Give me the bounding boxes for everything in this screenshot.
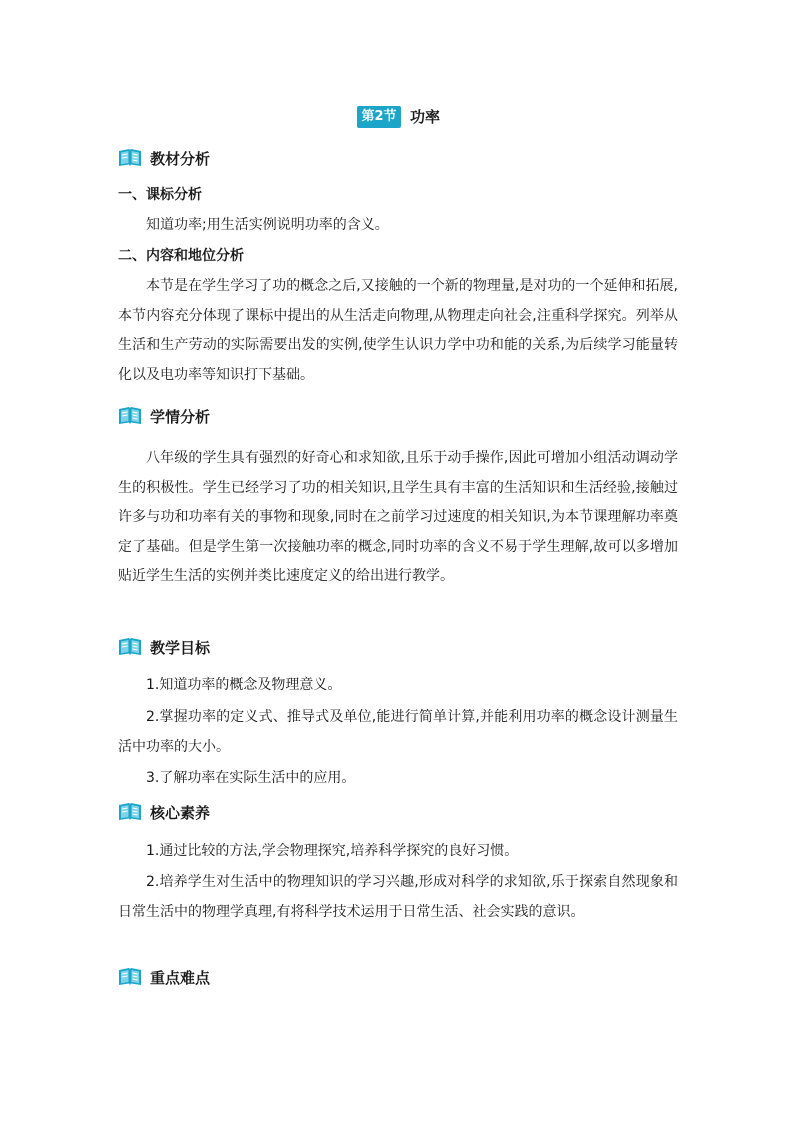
book-icon <box>118 967 142 987</box>
goal-item-2: 2.掌握功率的定义式、推导式及单位,能进行简单计算,并能利用功率的概念设计测量生活中功率的大小。 <box>118 709 678 755</box>
heading-label: 核心素养 <box>150 804 211 822</box>
competency-item-1: 1.通过比较的方法,学会物理探究,培养科学探究的良好习惯。 <box>146 843 519 859</box>
book-icon <box>118 802 142 822</box>
subheading-curriculum-analysis: 一、课标分析 <box>118 187 202 203</box>
heading-label: 学情分析 <box>150 408 211 426</box>
heading-label: 重点难点 <box>150 969 211 987</box>
competency-item-2: 2.培养学生对生活中的物理知识的学习兴趣,形成对科学的求知欲,乐于探索自然现象和日常生活中的物理学真理,有将科学技术运用于日常生活、社会实践的意识。 <box>118 874 678 920</box>
book-icon <box>118 406 142 426</box>
goal-item-1: 1.知道功率的概念及物理意义。 <box>146 677 342 693</box>
subheading-content-position: 二、内容和地位分析 <box>118 248 244 264</box>
book-icon <box>118 637 142 657</box>
paragraph-student-analysis: 八年级的学生具有强烈的好奇心和求知欲,且乐于动手操作,因此可增加小组活动调动学生的积极性。学生已经学习了功的相关知识,且学生具有丰富的生活知识和生活经验,接触过许多与功和功率有关的事物和现象,同时在之前学习过速度的相关知识,为本节课理解功率奠定了基础。但是学生第一次接触功率的概念,同时功率的含义不易于学生理解,故可以多增加贴近学生生活的实例并类比速度定义的给出进行教学。 <box>118 450 678 584</box>
heading-label: 教学目标 <box>150 639 211 657</box>
section-number-badge: 第2节 <box>357 106 401 128</box>
goal-item-3: 3.了解功率在实际生活中的应用。 <box>146 770 356 786</box>
heading-label: 教材分析 <box>150 150 211 168</box>
paragraph-content-position: 本节是在学生学习了功的概念之后,又接触的一个新的物理量,是对功的一个延伸和拓展,本节内容充分体现了课标中提出的从生活走向物理,从物理走向社会,注重科学探究。列举从生活和生产劳动的实际需要出发的实例,使学生认识力学中功和能的关系,为后续学习能量转化以及电功率等知识打下基础。 <box>118 278 678 383</box>
section-title: 功率 <box>410 108 441 126</box>
book-icon <box>118 148 142 168</box>
section-title-row <box>0 104 794 130</box>
paragraph-curriculum: 知道功率;用生活实例说明功率的含义。 <box>146 217 389 233</box>
